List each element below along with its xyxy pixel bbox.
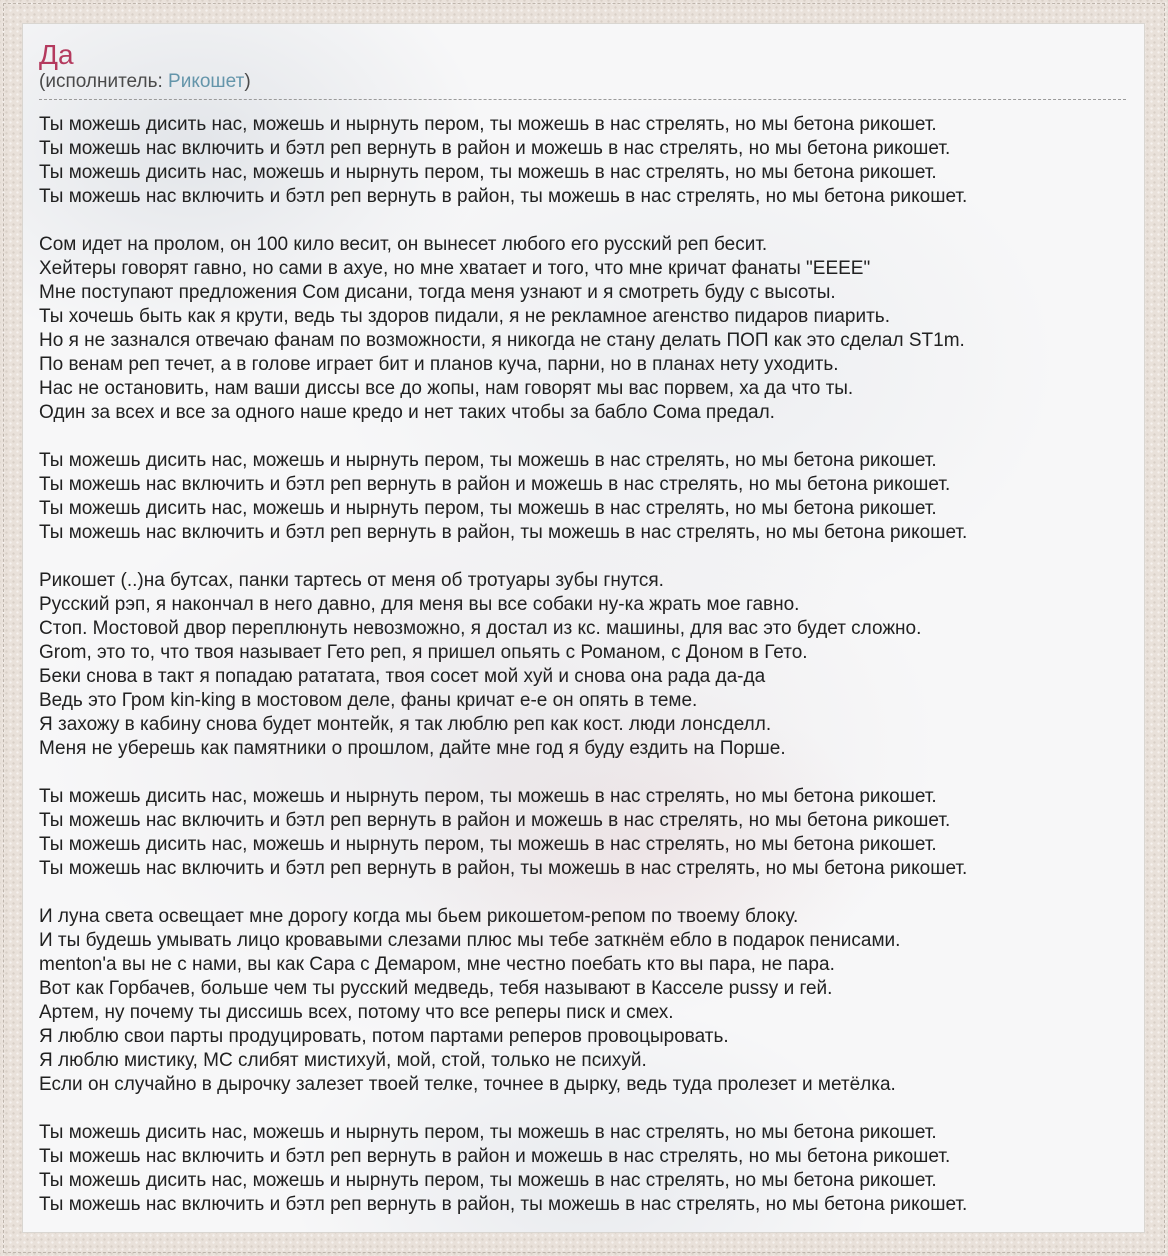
lyric-block-chorus-2 [39,449,1126,545]
lyric-line: Артем, ну почему ты диссишь всех, потому что все реперы писк и смех. [39,1002,674,1023]
lyric-line: Ты можешь нас включить и бэтл реп вернуть в район и можешь в нас стрелять, но мы бетона рикошет. [39,474,951,495]
artist-suffix: ) [244,71,251,92]
lyric-line: Ты можешь нас включить и бэтл реп вернуть в район и можешь в нас стрелять, но мы бетона рикошет. [39,1146,951,1167]
lyric-line: Ты можешь нас включить и бэтл реп вернуть в район и можешь в нас стрелять, но мы бетона рикошет. [39,138,951,159]
lyric-line: Ты можешь дисить нас, можешь и нырнуть пером, ты можешь в нас стрелять, но мы бетона рикошет. [39,834,937,855]
lyric-line: И ты будешь умывать лицо кровавыми слезами плюс мы тебе заткнём ебло в подарок пенисами. [39,930,901,951]
lyric-line: Ты можешь дисить нас, можешь и нырнуть пером, ты можешь в нас стрелять, но мы бетона рикошет. [39,114,937,135]
song-title: Да [39,39,74,70]
lyric-line: Беки снова в такт я попадаю рататата, твоя сосет мой хуй и снова она рада да-да [39,666,766,687]
lyric-line: Я люблю свои парты продуцировать, потом партами реперов провоцыровать. [39,1026,729,1047]
lyric-line: Я захожу в кабину снова будет монтейк, я так люблю реп как кост. люди лонсделл. [39,714,772,735]
lyric-line: Ты можешь дисить нас, можешь и нырнуть пером, ты можешь в нас стрелять, но мы бетона рикошет. [39,450,937,471]
lyric-line: Хейтеры говорят гавно, но сами в ахуе, но мне хватает и того, что мне кричат фанаты "ЕЕЕЕ" [39,258,871,279]
lyric-line: Если он случайно в дырочку залезет твоей телке, точнее в дырку, ведь туда пролезет и метёлка. [39,1074,896,1095]
lyric-line: menton'a вы не с нами, вы как Сара с Демаром, мне честно поебать кто вы пара, не пара. [39,954,835,975]
lyric-line: Нас не остановить, нам ваши диссы все до жопы, нам говорят мы вас порвем, ха да что ты. [39,378,854,399]
lyric-line: Ты хочешь быть как я крути, ведь ты здоров пидали, я не рекламное агенство пидаров пиарить. [39,306,890,327]
lyric-block-verse-1 [39,233,1126,425]
lyric-line: Ты можешь дисить нас, можешь и нырнуть пером, ты можешь в нас стрелять, но мы бетона рикошет. [39,498,937,519]
lyric-line: Ты можешь нас включить и бэтл реп вернуть в район, ты можешь в нас стрелять, но мы бетона рикошет. [39,1194,968,1215]
lyric-line: Стоп. Мостовой двор переплюнуть невозможно, я достал из кс. машины, для вас это будет сложно. [39,618,922,639]
lyric-line: Grom, это то, что твоя называет Гето реп, я пришел опьять с Романом, с Доном в Гето. [39,642,808,663]
lyric-line: Ты можешь нас включить и бэтл реп вернуть в район, ты можешь в нас стрелять, но мы бетона рикошет. [39,522,968,543]
lyric-line: Русский рэп, я накончал в него давно, для меня вы все собаки ну-ка жрать мое гавно. [39,594,800,615]
lyric-line: Мне поступают предложения Сом дисани, тогда меня узнают и я смотреть буду с высоты. [39,282,836,303]
lyric-line: Сом идет на пролом, он 100 кило весит, он вынесет любого его русский реп бесит. [39,234,768,255]
lyric-block-chorus-3 [39,785,1126,881]
lyric-line: Ведь это Гром kin-king в мостовом деле, фаны кричат е-е он опять в теме. [39,690,698,711]
lyric-line: Ты можешь дисить нас, можешь и нырнуть пером, ты можешь в нас стрелять, но мы бетона рикошет. [39,786,937,807]
artist-link[interactable]: Рикошет [168,71,245,92]
lyric-line: И луна света освещает мне дорогу когда мы бьем рикошетом-репом по твоему блоку. [39,906,799,927]
lyric-line: Ты можешь нас включить и бэтл реп вернуть в район и можешь в нас стрелять, но мы бетона рикошет. [39,810,951,831]
lyrics-card [22,23,1145,1233]
lyric-line: Ты можешь дисить нас, можешь и нырнуть пером, ты можешь в нас стрелять, но мы бетона рикошет. [39,1122,937,1143]
lyric-line: Рикошет (..)на бутсах, панки тартесь от меня об тротуары зубы гнутся. [39,570,664,591]
lyric-block-verse-3 [39,905,1126,1097]
lyric-line: Я люблю мистику, МС слибят мистихуй, мой, стой, только не психуй. [39,1050,647,1071]
lyrics [39,113,1126,1217]
lyric-line: Вот как Горбачев, больше чем ты русский медведь, тебя называют в Касселе pussy и гей. [39,978,833,999]
lyric-line: Один за всех и все за одного наше кредо и нет таких чтобы за бабло Сома предал. [39,402,775,423]
artist-prefix: (исполнитель: [39,71,169,92]
lyric-line: Ты можешь нас включить и бэтл реп вернуть в район, ты можешь в нас стрелять, но мы бетона рикошет. [39,858,968,879]
lyric-line: Меня не уберешь как памятники о прошлом, дайте мне год я буду ездить на Порше. [39,738,786,759]
lyric-line: Ты можешь дисить нас, можешь и нырнуть пером, ты можешь в нас стрелять, но мы бетона рикошет. [39,1170,937,1191]
lyric-line: Ты можешь дисить нас, можешь и нырнуть пером, ты можешь в нас стрелять, но мы бетона рикошет. [39,162,937,183]
lyric-line: Ты можешь нас включить и бэтл реп вернуть в район, ты можешь в нас стрелять, но мы бетона рикошет. [39,186,968,207]
lyric-line: Но я не зазнался отвечаю фанам по возможности, я никогда не стану делать ПОП как это сделал ST1m. [39,330,965,351]
song-header [39,40,1126,100]
lyric-block-chorus-4 [39,1121,1126,1217]
lyric-line: По венам реп течет, а в голове играет бит и планов куча, парни, но в планах нету уходить. [39,354,839,375]
lyric-block-chorus-1 [39,113,1126,209]
artist-line [39,71,1126,92]
lyric-block-verse-2 [39,569,1126,761]
